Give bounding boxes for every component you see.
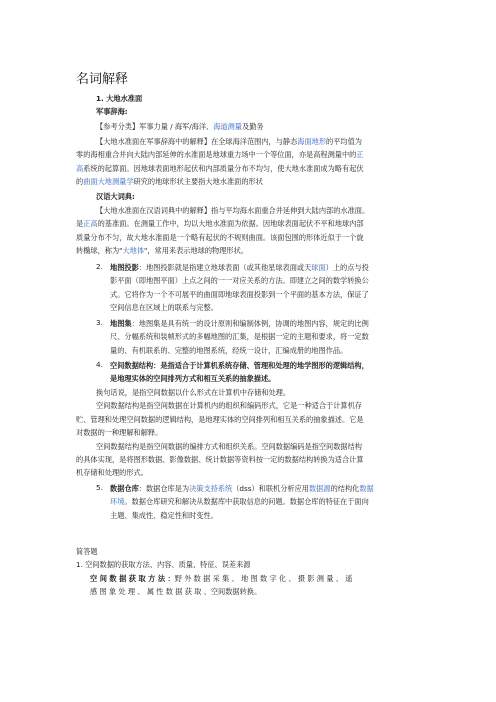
question-1: 1. 空间数据的获取方法、内容、质量、特征、误差来源: [76, 560, 251, 569]
link-environment[interactable]: 环境: [110, 497, 125, 507]
answer-1-label: 空 间 数 据 获 取 方 法 ：: [90, 574, 175, 583]
section-3-atlas: 地图集：地图集是具有统一的设计原则和编制体例，协调的地图内容，规定的比例 尺、分幅系统和装帧形式的多幅地图的汇集，是根据一定的主题和要求，将一定数 量的、有机联系的、完整的地图系统，经统一设计，汇编成册的地图作品。: [110, 319, 369, 355]
link-data[interactable]: 数据: [359, 484, 374, 493]
term-data-warehouse: 数据仓库: [110, 484, 139, 493]
term-spatial-data-structure: 空间数据结构: [110, 361, 154, 370]
section-3-number: 3.: [96, 318, 103, 327]
section-2-number: 2.: [96, 262, 103, 271]
link-geoid-body[interactable]: 大地体: [122, 246, 145, 256]
link-curved-surface[interactable]: 曲面: [83, 177, 98, 187]
link-data-source[interactable]: 数据源: [308, 484, 331, 493]
short-answer-heading: 简答题: [76, 547, 98, 556]
dict-chinese-title: 汉语大词典:: [96, 192, 135, 201]
section-1-heading: 1. 大地水准面: [96, 94, 143, 103]
link-orthometric-height[interactable]: 正高: [83, 219, 98, 229]
link-geodesy[interactable]: 大地测量学: [97, 177, 134, 187]
dict-military-title: 军事辞海:: [96, 107, 128, 116]
section-2-map-projection: 地图投影：地图投影就是指建立地球表面（或其他星球表面或天球面）上的点与投 影平面（即地图平面）上点之间的一一对应关系的方法。即建立之间的数学转换公 式。它将作为一个不可展平的曲面即地球表面投影到一个平面的基本方法，保证了 空间信息在区域上的联系与完整。: [110, 263, 369, 313]
chinese-dict-definition: 【大地水准面在汉语词典中的解释】指与平均海水面重合并延伸到大陆内部的水准面。 是正高的基准面。在测量工作中，均以大地水准面为依据。因地球表面起伏不平和地球内部 质量分布不匀，故大地水准面是一个略有起伏的不规则曲面。该面包围的形体近似于一个旋 转椭球，称为"大地体"，常用来表示地球的物理形状。: [76, 206, 370, 256]
link-hydrographic-survey[interactable]: 海道测量: [213, 122, 242, 131]
link-orthometric-2[interactable]: 高: [76, 163, 84, 173]
link-orthometric-1[interactable]: 正: [356, 150, 364, 160]
section-4-explanation: 换句话说，是指空间数据以什么形式在计算机中存储和处理。 空间数据结构是指空间数据在计算机内的组织和编码形式，它是一种适合于计算机存 贮、管理和处理空间数据的逻辑结构，是地理实体的空间排列和相互关系的抽象描述。它是 对数据的一种理解和解释。 空间数据结构是指空间数据的编排方式和组织关系。空间数据编码是指空间数据结构 的具体实现，是将图形数据、影像数据、统计数据等资料按一定的数据结构转换为适合计算 机存储和处理的形式。: [76, 388, 364, 478]
military-definition: 【大地水准面在军事辞海中的解释】在全球海洋范围内，与静态海面地形的平均值为 零的海相重合并向大陆内部延伸的水准面是地球重力场中一个等位面，亦是高程测量中的正 高系统的起算面。因地球表面地形起伏和内部质量分布不均匀，使大地水准面成为略有起伏 的曲面大地测量学研究的地球形状主要指大地水准面的形状: [76, 137, 364, 187]
term-map-projection: 地图投影: [110, 263, 139, 272]
page-title: 名词解释: [76, 72, 129, 87]
link-celestial-sphere[interactable]: 球面: [311, 263, 326, 272]
section-4-number: 4.: [96, 360, 103, 369]
answer-1: 空 间 数 据 获 取 方 法 ：野 外 数 据 采 集 、 地 图 数 字 化 、 摄 影 测 量 、 遥 感 图 象 处 理 、 属 性 数 据 获 取 、空间数据转换。: [90, 574, 353, 597]
section-5-number: 5.: [96, 483, 103, 492]
link-decision-support[interactable]: 决策支持系统: [189, 484, 233, 493]
section-5-data-warehouse: 数据仓库：数据仓库是为决策支持系统（dss）和联机分析应用数据源的结构化数据 环境。数据仓库研究和解决从数据库中获取信息的问题。数据仓库的特征在于面向 主题、集成性、稳定性和时变性。: [110, 484, 374, 520]
reference-category: 【参考分类】军事力量 / 海军/海洋、海道测量及勤务: [96, 122, 264, 131]
section-4-spatial-data-structure: 空间数据结构：是指适合于计算机系统存储、管理和处理的地学图形的逻辑结构， 是地理实体的空间排列方式和相互关系的抽象描述。: [110, 361, 369, 384]
term-atlas: 地图集: [110, 319, 132, 328]
link-sea-surface-topography[interactable]: 海面地形: [297, 137, 327, 146]
